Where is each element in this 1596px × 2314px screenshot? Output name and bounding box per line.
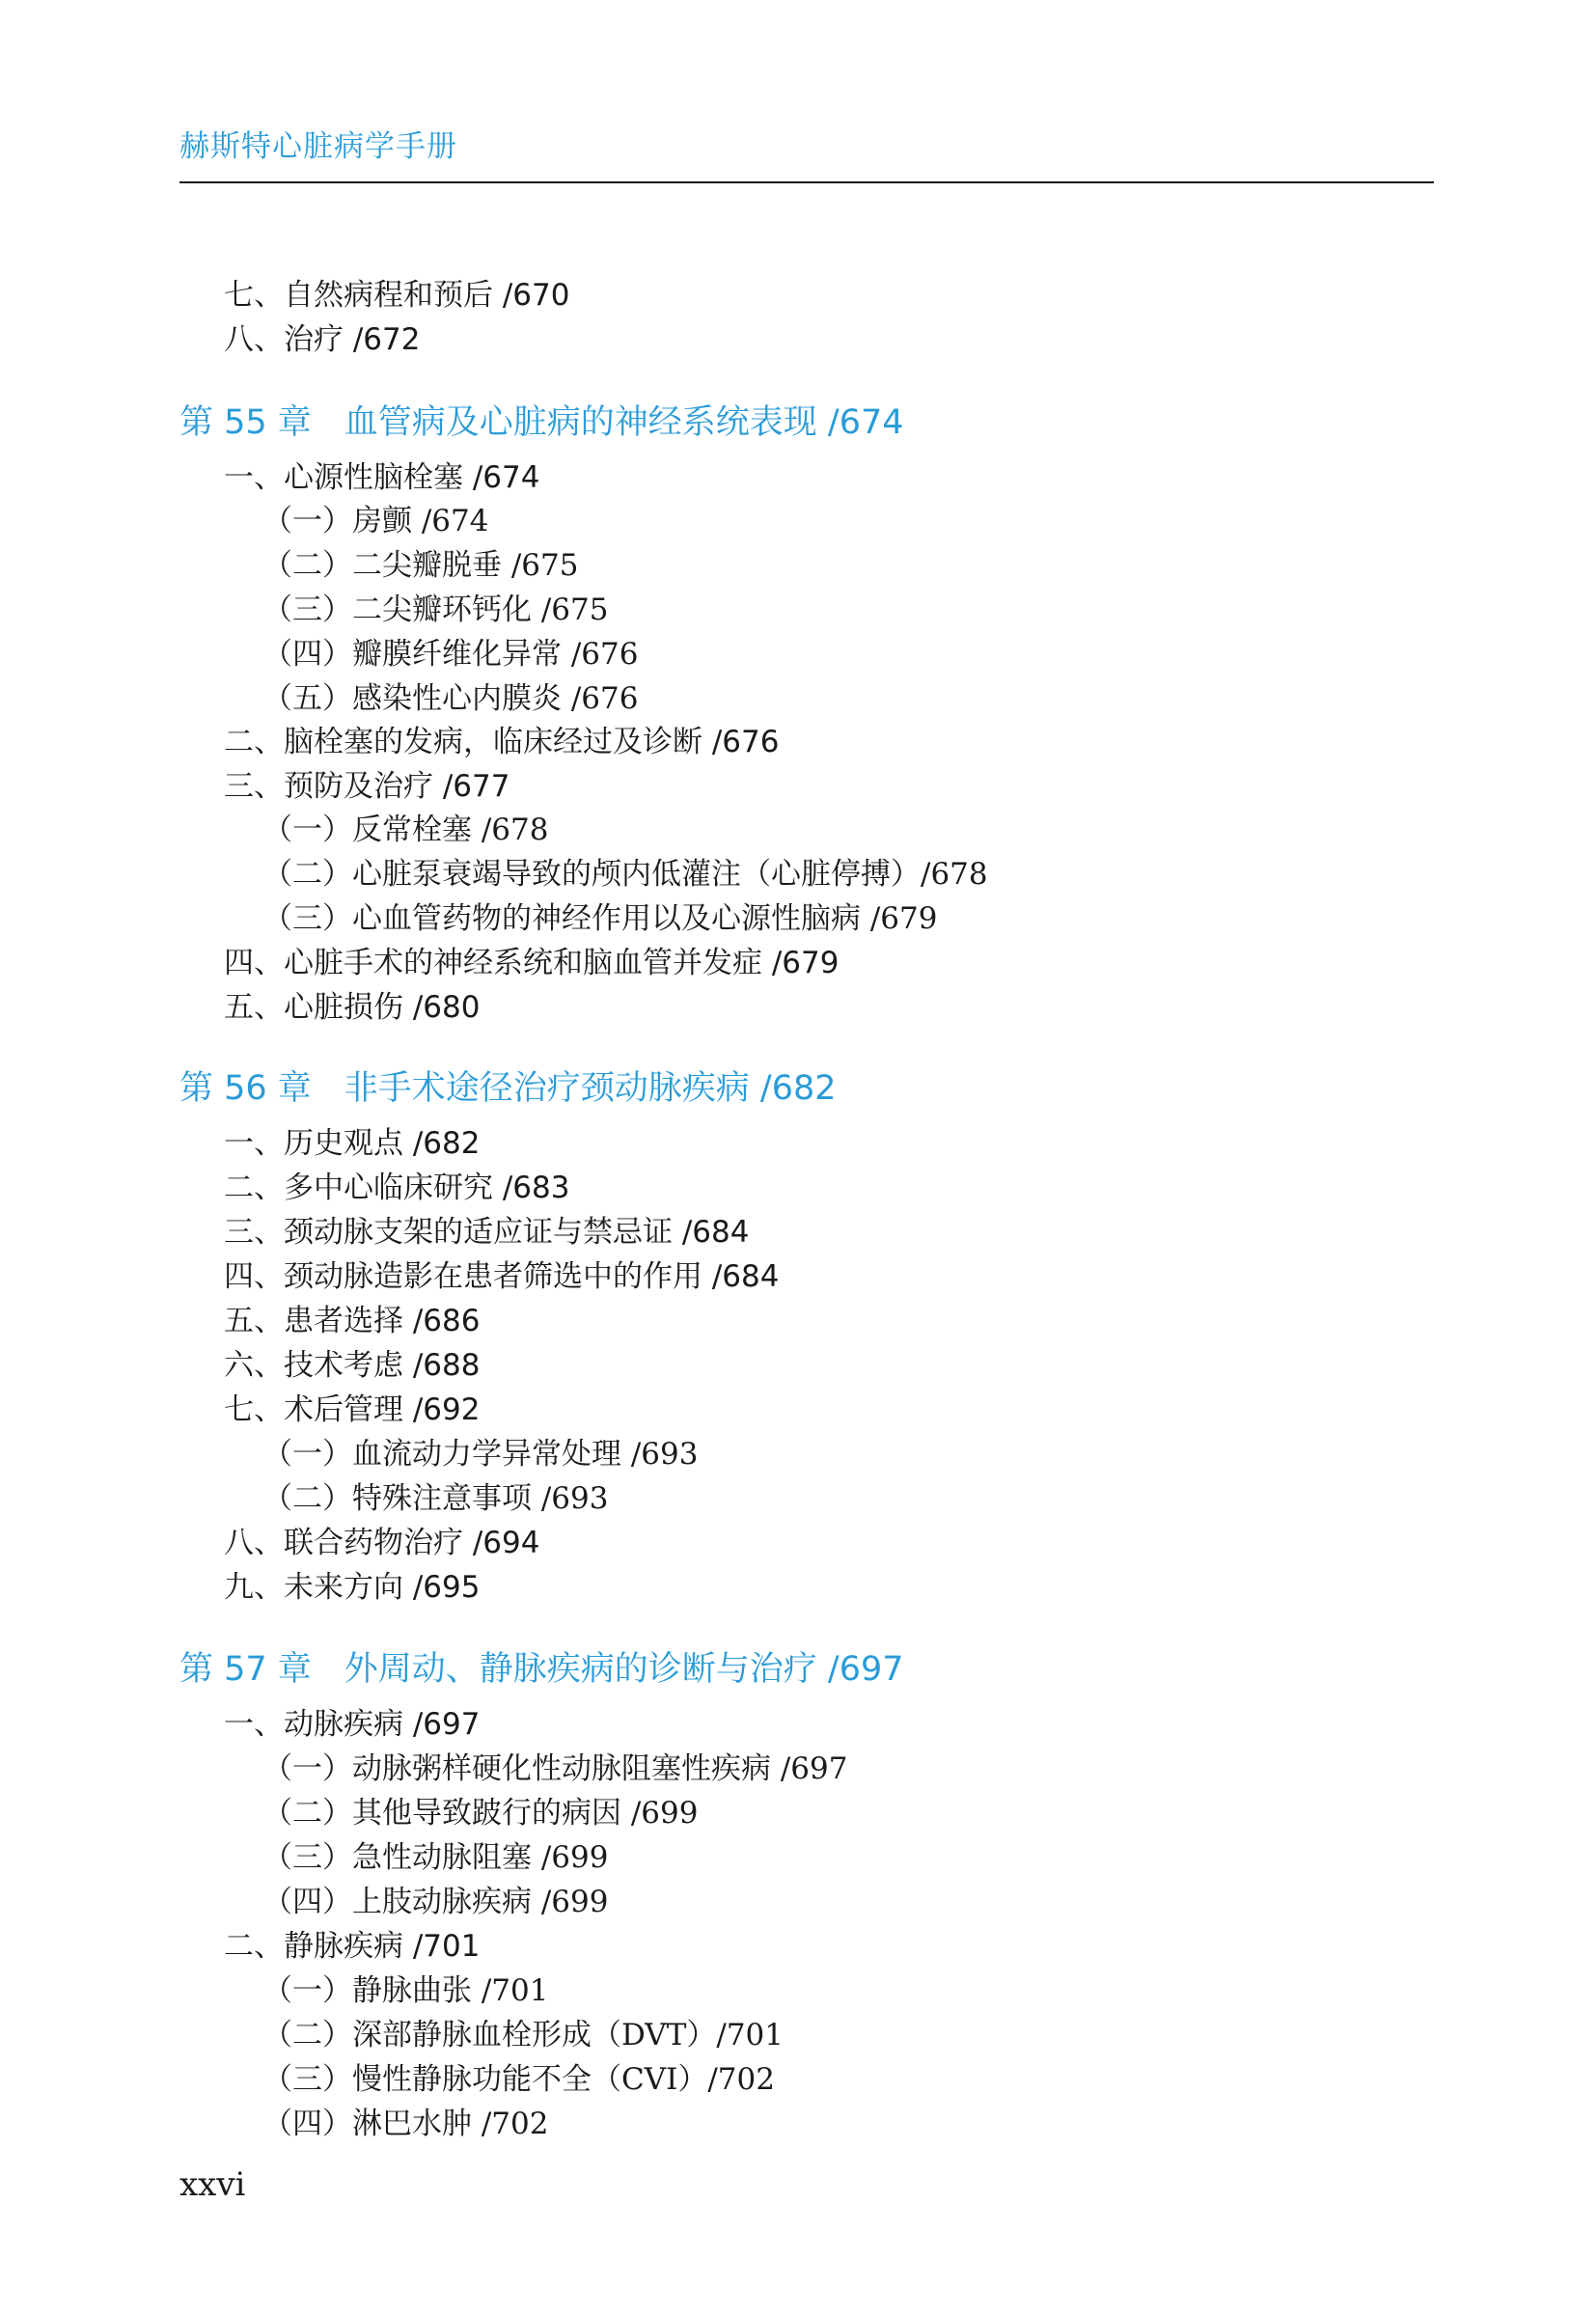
toc-subsection-entry: （四）上肢动脉疾病 /699 — [262, 1885, 609, 1919]
toc-subsection-entry: （一）反常栓塞 /678 — [262, 813, 549, 847]
toc-subsection-entry: （三）慢性静脉功能不全（CVI）/702 — [262, 2062, 775, 2097]
toc-chapter-heading — [179, 396, 904, 444]
toc-section-entry: 七、自然病程和预后 /670 — [224, 278, 570, 313]
header-rule — [179, 181, 1434, 183]
toc-section-entry: 四、心脏手术的神经系统和脑血管并发症 /679 — [224, 946, 839, 980]
chapter-title: 外周动、静脉疾病的诊断与治疗 /697 — [344, 1650, 904, 1689]
toc-section-entry: 八、联合药物治疗 /694 — [224, 1526, 540, 1560]
chapter-number: 第 56 章 — [179, 1069, 312, 1108]
chapter-title: 血管病及心脏病的神经系统表现 /674 — [344, 403, 904, 442]
toc-section-entry: 一、历史观点 /682 — [224, 1126, 481, 1161]
toc-subsection-entry: （三）急性动脉阻塞 /699 — [262, 1840, 609, 1875]
toc-subsection-entry: （二）心脏泵衰竭导致的颅内低灌注（心脏停搏）/678 — [262, 857, 988, 892]
toc-subsection-entry: （一）动脉粥样硬化性动脉阻塞性疾病 /697 — [262, 1751, 848, 1786]
toc-subsection-entry: （二）其他导致跛行的病因 /699 — [262, 1796, 699, 1831]
toc-section-entry: 一、心源性脑栓塞 /674 — [224, 460, 540, 495]
toc-subsection-entry: （四）淋巴水肿 /702 — [262, 2107, 549, 2141]
chapter-number: 第 57 章 — [179, 1650, 312, 1689]
chapter-title: 非手术途径治疗颈动脉疾病 /682 — [344, 1069, 837, 1108]
toc-subsection-entry: （一）房颤 /674 — [262, 504, 489, 538]
toc-subsection-entry: （三）心血管药物的神经作用以及心源性脑病 /679 — [262, 901, 938, 936]
page-number: xxvi — [179, 2165, 246, 2204]
toc-subsection-entry: （四）瓣膜纤维化异常 /676 — [262, 637, 639, 672]
toc-section-entry: 二、脑栓塞的发病，临床经过及诊断 /676 — [224, 725, 780, 759]
toc-section-entry: 五、心脏损伤 /680 — [224, 990, 481, 1025]
toc-section-entry: 八、治疗 /672 — [224, 322, 421, 357]
toc-section-entry: 一、动脉疾病 /697 — [224, 1707, 481, 1742]
toc-section-entry: 六、技术考虑 /688 — [224, 1348, 481, 1383]
toc-section-entry: 二、静脉疾病 /701 — [224, 1929, 481, 1964]
toc-subsection-entry: （二）深部静脉血栓形成（DVT）/701 — [262, 2018, 784, 2052]
toc-subsection-entry: （二）二尖瓣脱垂 /675 — [262, 548, 579, 583]
toc-subsection-entry: （一）血流动力学异常处理 /693 — [262, 1437, 699, 1472]
toc-chapter-heading — [179, 1061, 837, 1110]
toc-section-entry: 三、颈动脉支架的适应证与禁忌证 /684 — [224, 1215, 750, 1250]
toc-section-entry: 三、预防及治疗 /677 — [224, 769, 510, 804]
chapter-number: 第 55 章 — [179, 403, 312, 442]
toc-subsection-entry: （二）特殊注意事项 /693 — [262, 1481, 609, 1516]
toc-subsection-entry: （五）感染性心内膜炎 /676 — [262, 681, 639, 716]
toc-section-entry: 七、术后管理 /692 — [224, 1392, 481, 1427]
toc-section-entry: 二、多中心临床研究 /683 — [224, 1171, 570, 1205]
toc-subsection-entry: （三）二尖瓣环钙化 /675 — [262, 592, 609, 627]
toc-subsection-entry: （一）静脉曲张 /701 — [262, 1973, 549, 2008]
running-head: 赫斯特心脏病学手册 — [179, 129, 457, 164]
toc-section-entry: 四、颈动脉造影在患者筛选中的作用 /684 — [224, 1259, 780, 1294]
toc-section-entry: 九、未来方向 /695 — [224, 1570, 481, 1605]
toc-section-entry: 五、患者选择 /686 — [224, 1304, 481, 1338]
toc-chapter-heading — [179, 1642, 904, 1691]
